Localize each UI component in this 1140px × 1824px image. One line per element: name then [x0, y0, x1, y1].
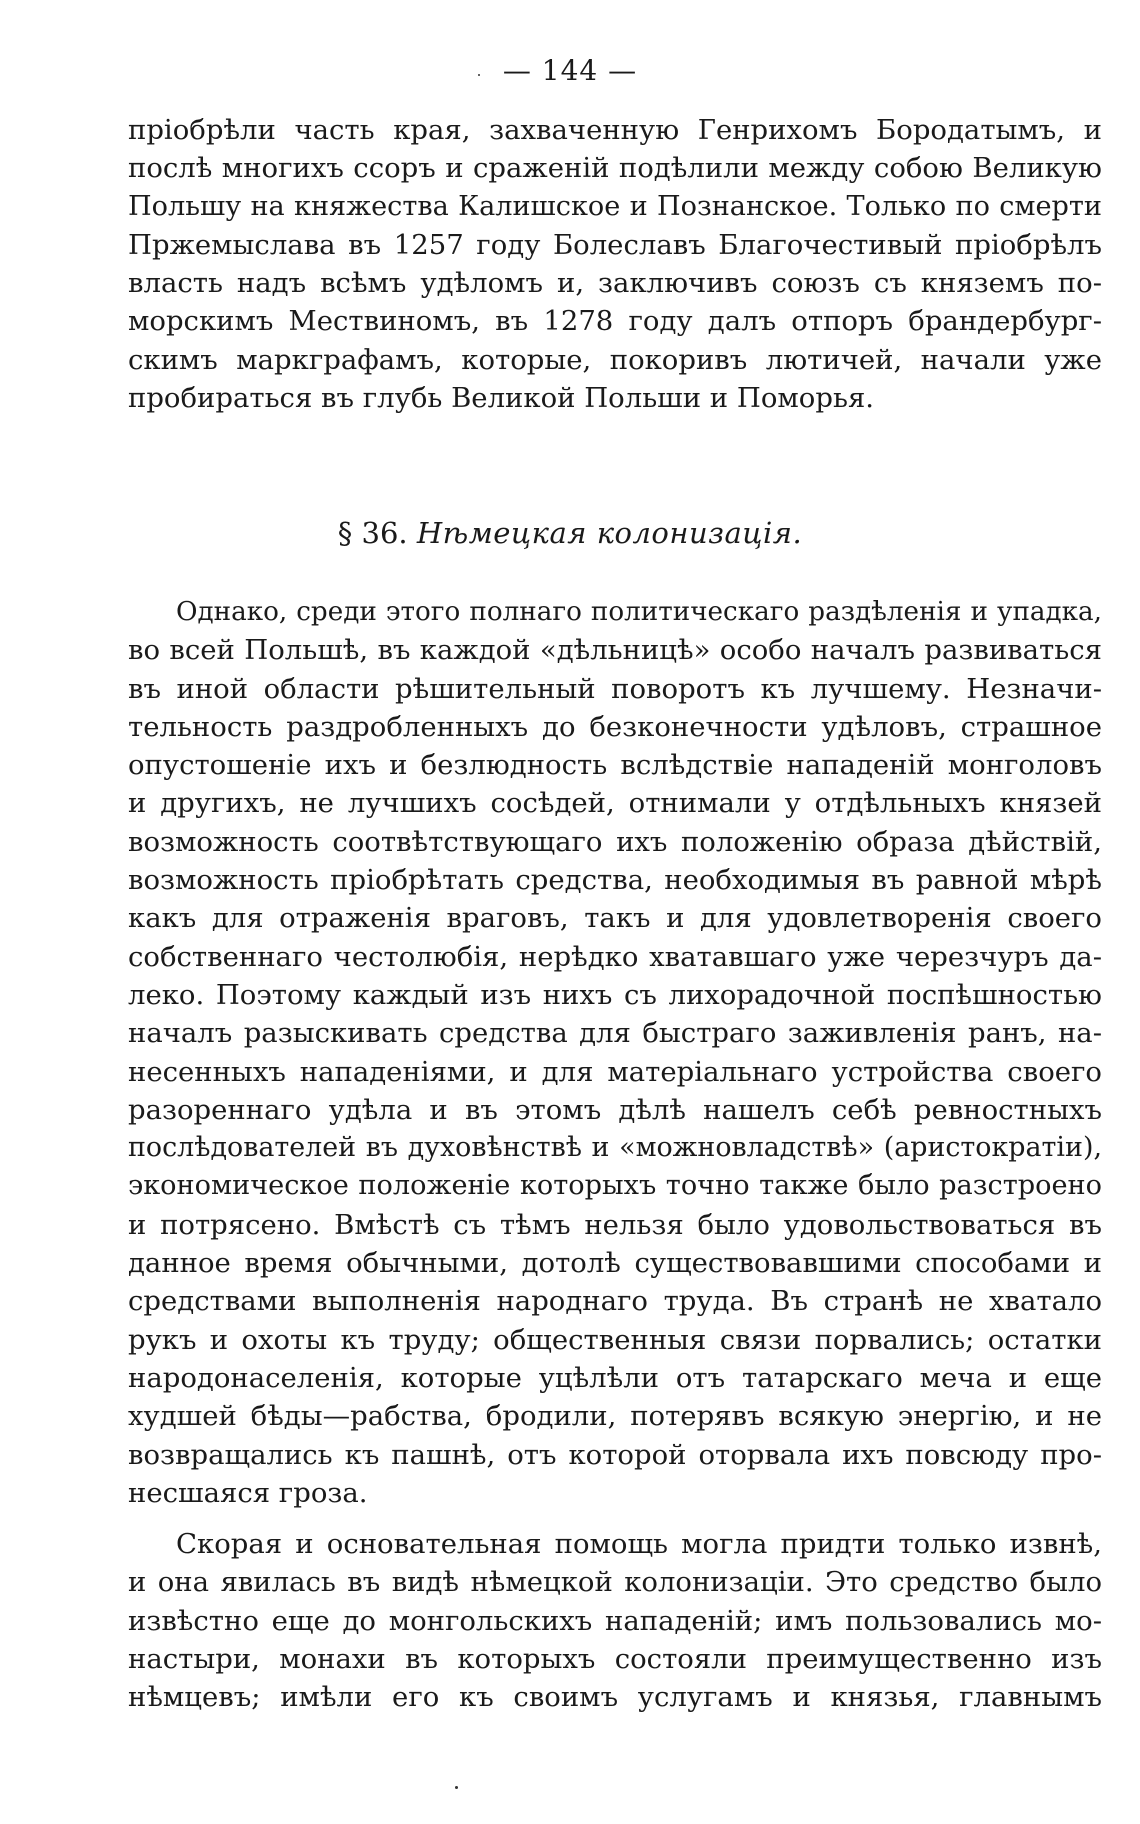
text-line: власть надъ всѣмъ удѣломъ и, заключивъ союзъ съ княземъ по-: [128, 267, 1102, 300]
text-line: данное время обычными, дотолѣ существовавшими способами и: [128, 1247, 1102, 1280]
section-title: Нѣмецкая колонизація.: [416, 516, 803, 550]
page-number: — 144 —: [502, 54, 638, 87]
text-line: несшаяся гроза.: [128, 1476, 368, 1509]
text-line: собственнаго честолюбія, нерѣдко хватавшаго уже черезчуръ да-: [128, 940, 1102, 973]
text-line: какъ для отраженія враговъ, такъ и для удовлетворенія своего: [128, 902, 1102, 935]
text-line: Скорая и основательная помощь могла придти только извнѣ,: [176, 1528, 1102, 1560]
text-line: Польшу на княжества Калишское и Познанское. Только по смерти: [128, 190, 1102, 222]
scan-speck: [455, 1786, 458, 1789]
section-heading: [0, 513, 1140, 553]
text-line: нѣмцевъ; имѣли его къ своимъ услугамъ и князья, главнымъ: [128, 1681, 1102, 1714]
text-line: началъ разыскивать средства для быстраго заживленія ранъ, на-: [128, 1017, 1102, 1050]
paragraph-2: [128, 1525, 1102, 1716]
text-line: и другихъ, не лучшихъ сосѣдей, отнимали у отдѣльныхъ князей: [128, 787, 1102, 820]
text-line: скимъ маркграфамъ, которые, покоривъ лютичей, начали уже: [128, 343, 1102, 376]
text-line: послѣдователей въ духовѣнствѣ и «можновладствѣ» (аристократіи),: [128, 1132, 1102, 1164]
text-line: морскимъ Мествиномъ, въ 1278 году далъ отпоръ брандербург-: [128, 305, 1102, 338]
paragraph-top-continuation: [128, 111, 1102, 417]
text-line: послѣ многихъ ссоръ и сраженій подѣлили между собою Великую: [128, 152, 1102, 185]
text-line: пробираться въ глубь Великой Польши и Поморья.: [128, 382, 875, 415]
text-line: Пржемыслава въ 1257 году Болеславъ Благочестивый пріобрѣлъ: [128, 228, 1102, 261]
text-line: леко. Поэтому каждый изъ нихъ съ лихорадочной поспѣшностью: [128, 978, 1102, 1011]
section-number: § 36.: [337, 516, 408, 550]
text-line: Однако, среди этого полнаго политическаго раздѣленія и упадка,: [176, 597, 1102, 627]
text-line: худшей бѣды—рабства, бродили, потерявъ всякую энергію, и не: [128, 1400, 1102, 1433]
text-line: пріобрѣли часть края, захваченную Генрихомъ Бородатымъ, и: [128, 114, 1102, 146]
text-line: возможность пріобрѣтать средства, необходимыя въ равной мѣрѣ: [128, 864, 1102, 897]
paragraph-1: [128, 593, 1102, 1512]
text-line: во всей Польшѣ, въ каждой «дѣльницѣ» особо началъ развиваться: [128, 634, 1102, 667]
text-line: извѣстно еще до монгольскихъ нападеній; имъ пользовались мо-: [128, 1604, 1102, 1637]
text-line: разореннаго удѣла и въ этомъ дѣлѣ нашелъ себѣ ревностныхъ: [128, 1093, 1102, 1126]
text-line: въ иной области рѣшительный поворотъ къ лучшему. Незначи-: [128, 672, 1102, 705]
text-line: возвращались къ пашнѣ, отъ которой оторвала ихъ повсюду про-: [128, 1438, 1102, 1471]
text-line: возможность соотвѣтствующаго ихъ положенію образа дѣйствій,: [128, 825, 1102, 858]
text-line: опустошеніе ихъ и безлюдность вслѣдствіе нападеній монголовъ: [128, 749, 1102, 782]
text-line: несенныхъ нападеніями, и для матеріальнаго устройства своего: [128, 1055, 1102, 1088]
scan-speck: [478, 74, 480, 76]
text-line: средствами выполненія народнаго труда. Въ странѣ не хватало: [128, 1285, 1102, 1318]
text-line: рукъ и охоты къ труду; общественныя связи порвались; остатки: [128, 1323, 1102, 1356]
text-line: экономическое положеніе которыхъ точно также было разстроено: [128, 1170, 1102, 1202]
text-line: и она явилась въ видѣ нѣмецкой колонизаціи. Это средство было: [128, 1566, 1102, 1599]
text-line: народонаселенія, которые уцѣлѣли отъ татарскаго меча и еще: [128, 1361, 1102, 1394]
text-line: тельность раздробленныхъ до безконечности удѣловъ, страшное: [128, 710, 1102, 743]
text-line: настыри, монахи въ которыхъ состояли преимущественно изъ: [128, 1642, 1102, 1675]
text-line: и потрясено. Вмѣстѣ съ тѣмъ нельзя было удовольствоваться въ: [128, 1208, 1102, 1241]
